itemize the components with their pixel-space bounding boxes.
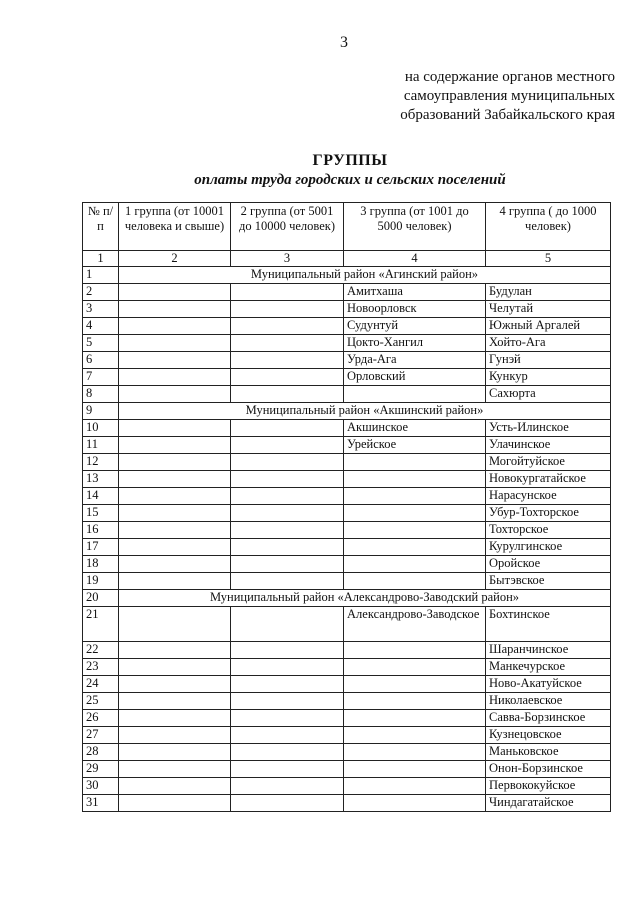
group-4-cell: Нарасунское [486,488,611,505]
row-number: 27 [83,727,119,744]
column-number-row [83,251,611,267]
group-1-cell [119,761,231,778]
group-4-cell: Южный Аргалей [486,318,611,335]
column-number: 3 [231,251,344,267]
group-1-cell [119,284,231,301]
group-4-cell: Новокургатайское [486,471,611,488]
table-row [83,573,611,590]
table-row [83,505,611,522]
row-number: 11 [83,437,119,454]
table-row [83,318,611,335]
header-group-4: 4 группа ( до 1000 человек) [486,203,611,251]
group-3-cell [344,676,486,693]
row-number: 1 [83,267,119,284]
group-3-cell: Орловский [344,369,486,386]
group-4-cell: Кузнецовское [486,727,611,744]
group-3-cell [344,471,486,488]
group-1-cell [119,607,231,642]
group-1-cell [119,744,231,761]
group-3-cell [344,556,486,573]
group-2-cell [231,301,344,318]
group-2-cell [231,642,344,659]
row-number: 5 [83,335,119,352]
row-number: 24 [83,676,119,693]
row-number: 28 [83,744,119,761]
row-number: 31 [83,795,119,812]
group-3-cell: Новоорловск [344,301,486,318]
table-body [83,267,611,812]
group-3-cell [344,505,486,522]
group-4-cell: Сахюрта [486,386,611,403]
table-row [83,335,611,352]
group-2-cell [231,284,344,301]
row-number: 9 [83,403,119,420]
group-3-cell [344,659,486,676]
group-4-cell: Чиндагатайское [486,795,611,812]
group-2-cell [231,386,344,403]
group-3-cell [344,778,486,795]
group-2-cell [231,335,344,352]
group-1-cell [119,352,231,369]
group-4-cell: Онон-Борзинское [486,761,611,778]
group-3-cell [344,642,486,659]
table-header-row [83,203,611,251]
group-4-cell: Шаранчинское [486,642,611,659]
row-number: 13 [83,471,119,488]
group-3-cell: Судунтуй [344,318,486,335]
group-1-cell [119,522,231,539]
row-number: 4 [83,318,119,335]
group-2-cell [231,727,344,744]
group-1-cell [119,556,231,573]
group-1-cell [119,437,231,454]
group-2-cell [231,437,344,454]
group-2-cell [231,761,344,778]
group-4-cell: Будулан [486,284,611,301]
table-row [83,659,611,676]
group-4-cell: Манкечурское [486,659,611,676]
district-row [83,267,611,284]
row-number: 29 [83,761,119,778]
group-2-cell [231,676,344,693]
group-2-cell [231,539,344,556]
row-number: 26 [83,710,119,727]
table-row [83,539,611,556]
group-2-cell [231,352,344,369]
table-row [83,471,611,488]
group-4-cell: Оройское [486,556,611,573]
group-1-cell [119,471,231,488]
table-row [83,454,611,471]
group-4-cell: Маньковское [486,744,611,761]
table-row [83,778,611,795]
row-number: 15 [83,505,119,522]
group-4-cell: Савва-Борзинское [486,710,611,727]
row-number: 8 [83,386,119,403]
row-number: 12 [83,454,119,471]
group-3-cell: Цокто-Хангил [344,335,486,352]
group-1-cell [119,642,231,659]
row-number: 23 [83,659,119,676]
group-1-cell [119,659,231,676]
table-row [83,522,611,539]
header-number: № п/п [83,203,119,251]
row-number: 25 [83,693,119,710]
column-number: 1 [83,251,119,267]
header-group-1: 1 группа (от 10001 человека и свыше) [119,203,231,251]
row-number: 18 [83,556,119,573]
group-1-cell [119,693,231,710]
group-4-cell: Улачинское [486,437,611,454]
document-subtitle: оплаты труда городских и сельских поселений [194,172,506,188]
district-name: Муниципальный район «Акшинский район» [119,403,611,420]
group-3-cell [344,573,486,590]
district-name: Муниципальный район «Агинский район» [119,267,611,284]
group-1-cell [119,710,231,727]
group-2-cell [231,505,344,522]
group-4-cell: Николаевское [486,693,611,710]
header-group-2: 2 группа (от 5001 до 10000 человек) [231,203,344,251]
table-row [83,386,611,403]
table-row [83,284,611,301]
group-1-cell [119,795,231,812]
column-number: 4 [344,251,486,267]
group-1-cell [119,676,231,693]
table-row [83,744,611,761]
table-row [83,437,611,454]
group-3-cell: Акшинское [344,420,486,437]
district-row [83,403,611,420]
row-number: 10 [83,420,119,437]
group-2-cell [231,420,344,437]
group-3-cell [344,795,486,812]
row-number: 19 [83,573,119,590]
group-2-cell [231,710,344,727]
group-4-cell: Кункур [486,369,611,386]
group-1-cell [119,335,231,352]
group-1-cell [119,454,231,471]
group-3-cell [344,454,486,471]
table-row [83,369,611,386]
row-number: 6 [83,352,119,369]
table-row [83,607,611,642]
group-3-cell [344,522,486,539]
group-2-cell [231,659,344,676]
page-number: 3 [340,34,348,51]
group-4-cell: Первококуйское [486,778,611,795]
row-number: 20 [83,590,119,607]
group-4-cell: Тохторское [486,522,611,539]
header-note: на содержание органов местного самоуправления муниципальных образований Забайкальского края [400,69,615,123]
group-3-cell [344,710,486,727]
row-number: 14 [83,488,119,505]
group-4-cell: Курулгинское [486,539,611,556]
row-number: 2 [83,284,119,301]
group-4-cell: Могойтуйское [486,454,611,471]
pay-groups-table [82,202,611,812]
group-1-cell [119,573,231,590]
group-3-cell [344,761,486,778]
group-2-cell [231,607,344,642]
group-2-cell [231,693,344,710]
table-row [83,352,611,369]
group-4-cell: Убур-Тохторское [486,505,611,522]
group-3-cell: Александрово-Заводское [344,607,486,642]
group-3-cell [344,386,486,403]
group-2-cell [231,454,344,471]
group-4-cell: Бытэвское [486,573,611,590]
group-1-cell [119,488,231,505]
group-4-cell: Челутай [486,301,611,318]
group-1-cell [119,505,231,522]
group-2-cell [231,744,344,761]
row-number: 7 [83,369,119,386]
group-2-cell [231,488,344,505]
group-1-cell [119,386,231,403]
group-3-cell: Урейское [344,437,486,454]
group-3-cell [344,488,486,505]
table-row [83,642,611,659]
table-row [83,301,611,318]
table-row [83,488,611,505]
group-3-cell [344,744,486,761]
row-number: 17 [83,539,119,556]
header-group-3: 3 группа (от 1001 до 5000 человек) [344,203,486,251]
group-1-cell [119,318,231,335]
group-3-cell [344,539,486,556]
group-4-cell: Хойто-Ага [486,335,611,352]
group-1-cell [119,778,231,795]
group-2-cell [231,556,344,573]
group-2-cell [231,573,344,590]
table-row [83,693,611,710]
table-row [83,676,611,693]
group-4-cell: Бохтинское [486,607,611,642]
district-name: Муниципальный район «Александрово-Заводский район» [119,590,611,607]
group-2-cell [231,369,344,386]
row-number: 22 [83,642,119,659]
group-3-cell [344,693,486,710]
group-1-cell [119,420,231,437]
group-2-cell [231,778,344,795]
group-4-cell: Ново-Акатуйское [486,676,611,693]
row-number: 30 [83,778,119,795]
table-row [83,761,611,778]
row-number: 21 [83,607,119,642]
table-row [83,710,611,727]
group-1-cell [119,539,231,556]
group-3-cell [344,727,486,744]
group-4-cell: Гунэй [486,352,611,369]
document-title: ГРУППЫ [312,152,388,169]
group-2-cell [231,318,344,335]
column-number: 5 [486,251,611,267]
table-row [83,795,611,812]
group-1-cell [119,369,231,386]
table-row [83,556,611,573]
row-number: 3 [83,301,119,318]
table-row [83,420,611,437]
group-1-cell [119,301,231,318]
group-2-cell [231,522,344,539]
group-3-cell: Урда-Ага [344,352,486,369]
group-2-cell [231,795,344,812]
group-3-cell: Амитхаша [344,284,486,301]
table-row [83,727,611,744]
group-2-cell [231,471,344,488]
column-number: 2 [119,251,231,267]
group-4-cell: Усть-Илинское [486,420,611,437]
district-row [83,590,611,607]
row-number: 16 [83,522,119,539]
group-1-cell [119,727,231,744]
